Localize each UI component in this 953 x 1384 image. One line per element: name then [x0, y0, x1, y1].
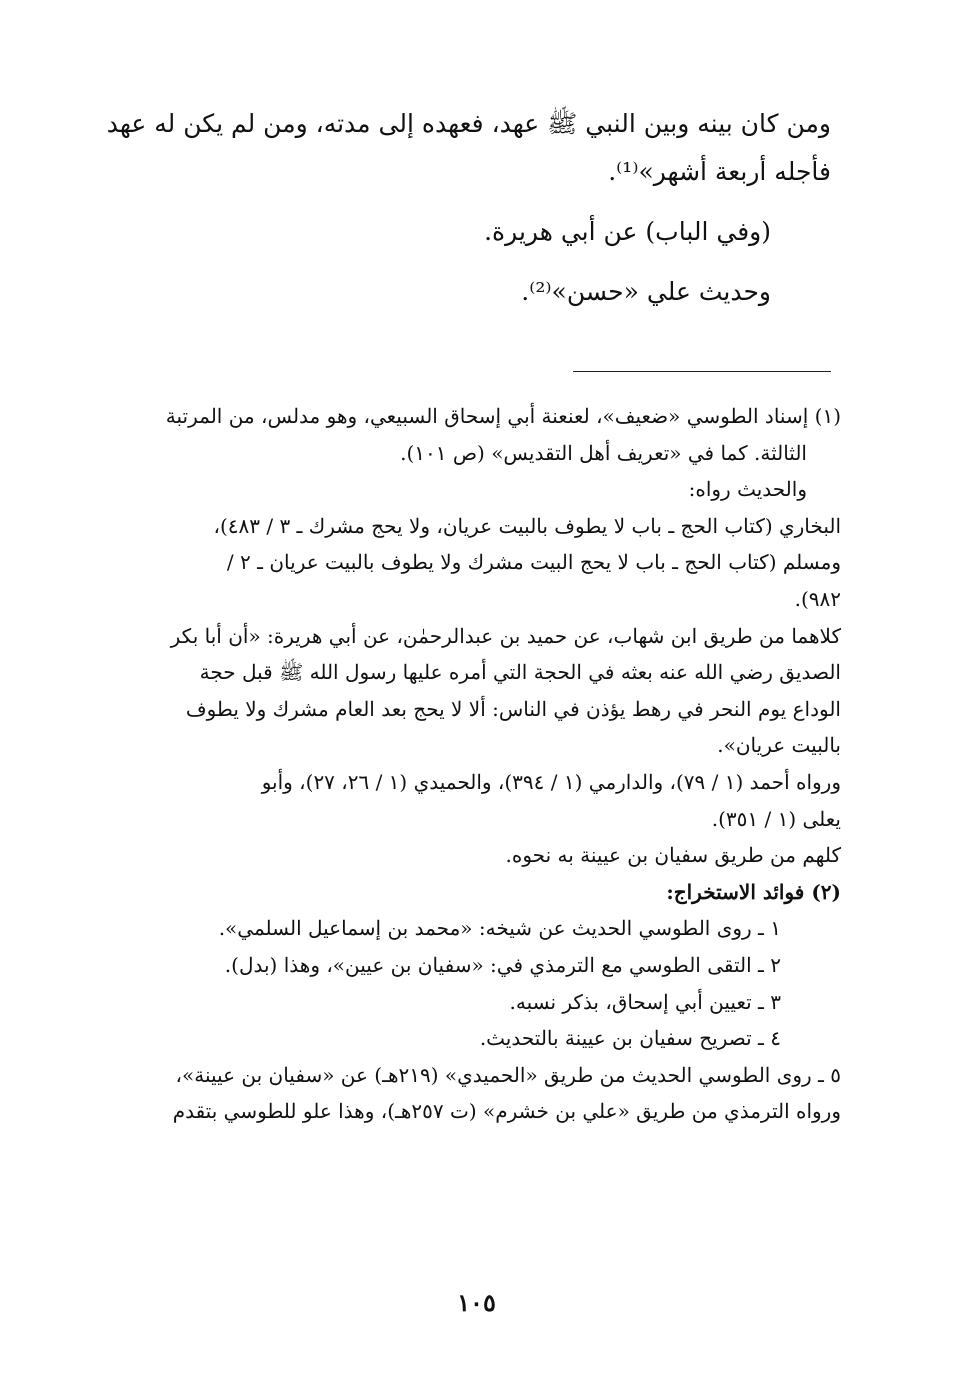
hadith-ali-line: وحديث علي «حسن»⁽²⁾. — [521, 277, 771, 306]
footnote-1-line: ومسلم (كتاب الحج ـ باب لا يحج البيت مشرك ولا يطوف بالبيت عريان ـ ٢ / — [226, 550, 841, 575]
page-number: ١٠٥ — [457, 1288, 496, 1317]
main-text-block — [106, 100, 831, 316]
footnotes-block — [108, 398, 841, 1130]
footnote-2-item: ٣ ـ تعيين أبي إسحاق، بذكر نسبه. — [509, 989, 781, 1014]
footnote-1-line: بالبيت عريان». — [717, 733, 841, 758]
footnote-1-line: (١) إسناد الطوسي «ضعيف»، لعنعنة أبي إسحاق السبيعي، وهو مدلس، من المرتبة — [165, 404, 841, 428]
footnote-1-line: ورواه أحمد (١ / ٧٩)، والدارمي (١ / ٣٩٤)، والحميدي (١ / ٢٦، ٢٧)، وأبو — [261, 769, 841, 794]
footnote-1-line: كلهم من طريق سفيان بن عيينة به نحوه. — [505, 843, 841, 868]
footnote-1-line: الثالثة. كما في «تعريف أهل التقديس» (ص ١٠١). — [400, 440, 807, 465]
footnote-2-item: ٢ ـ التقى الطوسي مع الترمذي في: «سفيان بن عيين»، وهذا (بدل). — [224, 952, 781, 977]
footnote-1-line: البخاري (كتاب الحج ـ باب لا يطوف بالبيت عريان، ولا يحج مشرك ـ ٣ / ٤٨٣)، — [213, 513, 841, 538]
footnote-1-line: كلاهما من طريق ابن شهاب، عن حميد بن عبدالرحمٰن، عن أبي هريرة: «أن أبا بكر — [170, 623, 841, 648]
footnote-2-item: ٤ ـ تصريح سفيان بن عيينة بالتحديث. — [479, 1026, 781, 1051]
footnote-1-line: ٩٨٢). — [794, 586, 841, 611]
footnote-1-line: يعلى (١ / ٣٥١). — [711, 806, 841, 831]
footnote-2-item: ٥ ـ روى الطوسي الحديث من طريق «الحميدي» (٢١٩هـ) عن «سفيان بن عيينة»، — [175, 1062, 841, 1087]
main-text-line-2: فأجله أربعة أشهر»⁽¹⁾. — [608, 157, 831, 186]
main-text-line-1: ومن كان بينه وبين النبي ﷺ عهد، فعهده إلى مدته، ومن لم يكن له عهد — [106, 109, 831, 138]
footnote-1-line: والحديث رواه: — [688, 477, 807, 502]
footnote-divider — [573, 371, 831, 372]
footnote-2-item: ١ ـ روى الطوسي الحديث عن شيخه: «محمد بن إسماعيل السلمي». — [218, 916, 781, 941]
footnote-2-item: ورواه الترمذي من طريق «علي بن خشرم» (ت ٢٥٧هـ)، وهذا علو للطوسي بتقدم — [172, 1099, 841, 1124]
footnote-2-heading: (٢) فوائد الاستخراج: — [666, 879, 841, 904]
footnote-1-line: الصديق رضي الله عنه بعثه في الحجة التي أمره عليها رسول الله ﷺ قبل حجة — [199, 660, 841, 685]
footnote-1-line: الوداع يوم النحر في رهط يؤذن في الناس: ألا لا يحج بعد العام مشرك ولا يطوف — [185, 696, 841, 721]
bab-line: (وفي الباب) عن أبي هريرة. — [484, 217, 771, 246]
